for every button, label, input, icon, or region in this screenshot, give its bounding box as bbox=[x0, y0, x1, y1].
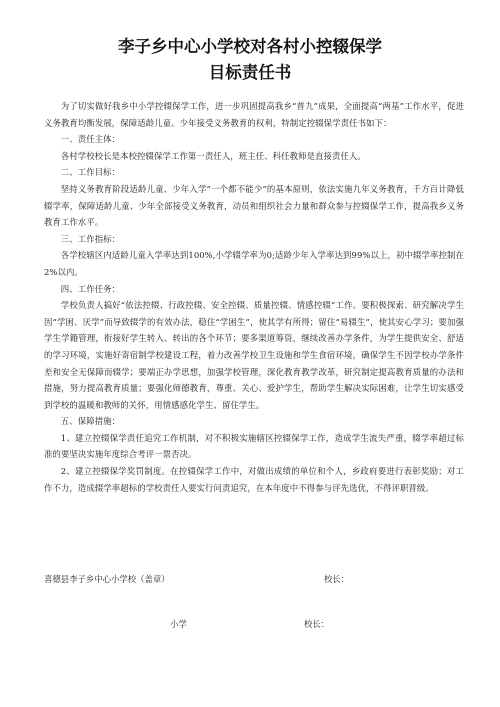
section-heading: 一、责任主体： bbox=[60, 134, 121, 145]
body-paragraph: 2、建立控辍保学奖罚制度。在控辍保学工作中，对做出成绩的单位和个人，乡政府要进行表彰奖励；对工作不力，造成辍学率超标的学校责任人要实行问责追究，在本年度中不得参与评先选优，不得评职晋级。 bbox=[44, 466, 464, 493]
signature-principal-2: 校长： bbox=[304, 619, 330, 629]
document-title-line2: 目标责任书 bbox=[208, 63, 292, 82]
section-heading: 四、工作任务： bbox=[60, 283, 121, 294]
signature-school: 喜德县李子乡中心小学校（盖章） bbox=[44, 574, 170, 584]
document-title-line1: 李子乡中心小学校对各村小控辍保学 bbox=[118, 37, 382, 56]
body-paragraph: 各学校辖区内适龄儿童入学率达到100%,小学辍学率为0;适龄少年入学率达到99%以上，初中辍学率控制在2%以内。 bbox=[44, 250, 464, 277]
body-paragraph: 坚持义务教育阶段适龄儿童、少年入学“一个都不能少”的基本原则，依法实施九年义务教育，千方百计降低辍学率，保障适龄儿童、少年全部接受义务教育，动员和组织社会力量和群众参与控辍保学工作，提高我乡义务教育工作水平。 bbox=[44, 183, 464, 228]
body-paragraph: 1、建立控辍保学责任追究工作机制，对不积极实施辖区控辍保学工作，造成学生流失严重，辍学率超过标准的要坚决实施年度综合考评一票否决。 bbox=[44, 432, 464, 460]
body-paragraph: 为了切实做好我乡中小学控辍保学工作，进一步巩固提高我乡“普九”成果，全面提高“两基”工作水平，促进义务教育均衡发展，保障适龄儿童、少年接受义务教育的权利，特制定控辍保学责任书如下： bbox=[44, 101, 464, 128]
section-heading: 二、工作目标： bbox=[60, 167, 121, 178]
body-paragraph: 各村学校校长是本校控辍保学工作第一责任人，班主任、科任教师是直接责任人。 bbox=[60, 150, 366, 161]
section-heading: 三、工作指标： bbox=[60, 233, 121, 244]
signature-village-school: 小学 bbox=[170, 619, 187, 629]
signature-principal-1: 校长： bbox=[324, 574, 350, 584]
body-paragraph: 学校负责人搞好“依法控辍、行政控辍、安全控辍、质量控辍、情感控辍”工作。要积极探索、研究解决学生因“学困、厌学”而导致辍学的有效办法，稳住“学困生”，使其学有所得；留住“易辍生”，使其安心学习；要加强学生学籍管理，衔接好学生转入、转出的各个环节；要多渠道筹资，继续改善办学条件，为学生提供安全、舒适的学习环境，实施好寄宿制学校建设工程，着力改善学校卫生设施和学生食宿环境，确保学生不因学校办学条件差和安全无保障而辍学；要端正办学思想，加强学校管理，深化教育教学改革，研究制定提高教育质量的办法和措施，努力提高教育质量；要强化师德教育，尊重、关心、爱护学生，帮助学生解决实际困难，让学生切实感受到学校的温暖和教师的关怀，用情感感化学生、留住学生。 bbox=[44, 300, 464, 410]
document-body bbox=[44, 98, 464, 496]
section-heading: 五、保障措施： bbox=[60, 416, 121, 427]
